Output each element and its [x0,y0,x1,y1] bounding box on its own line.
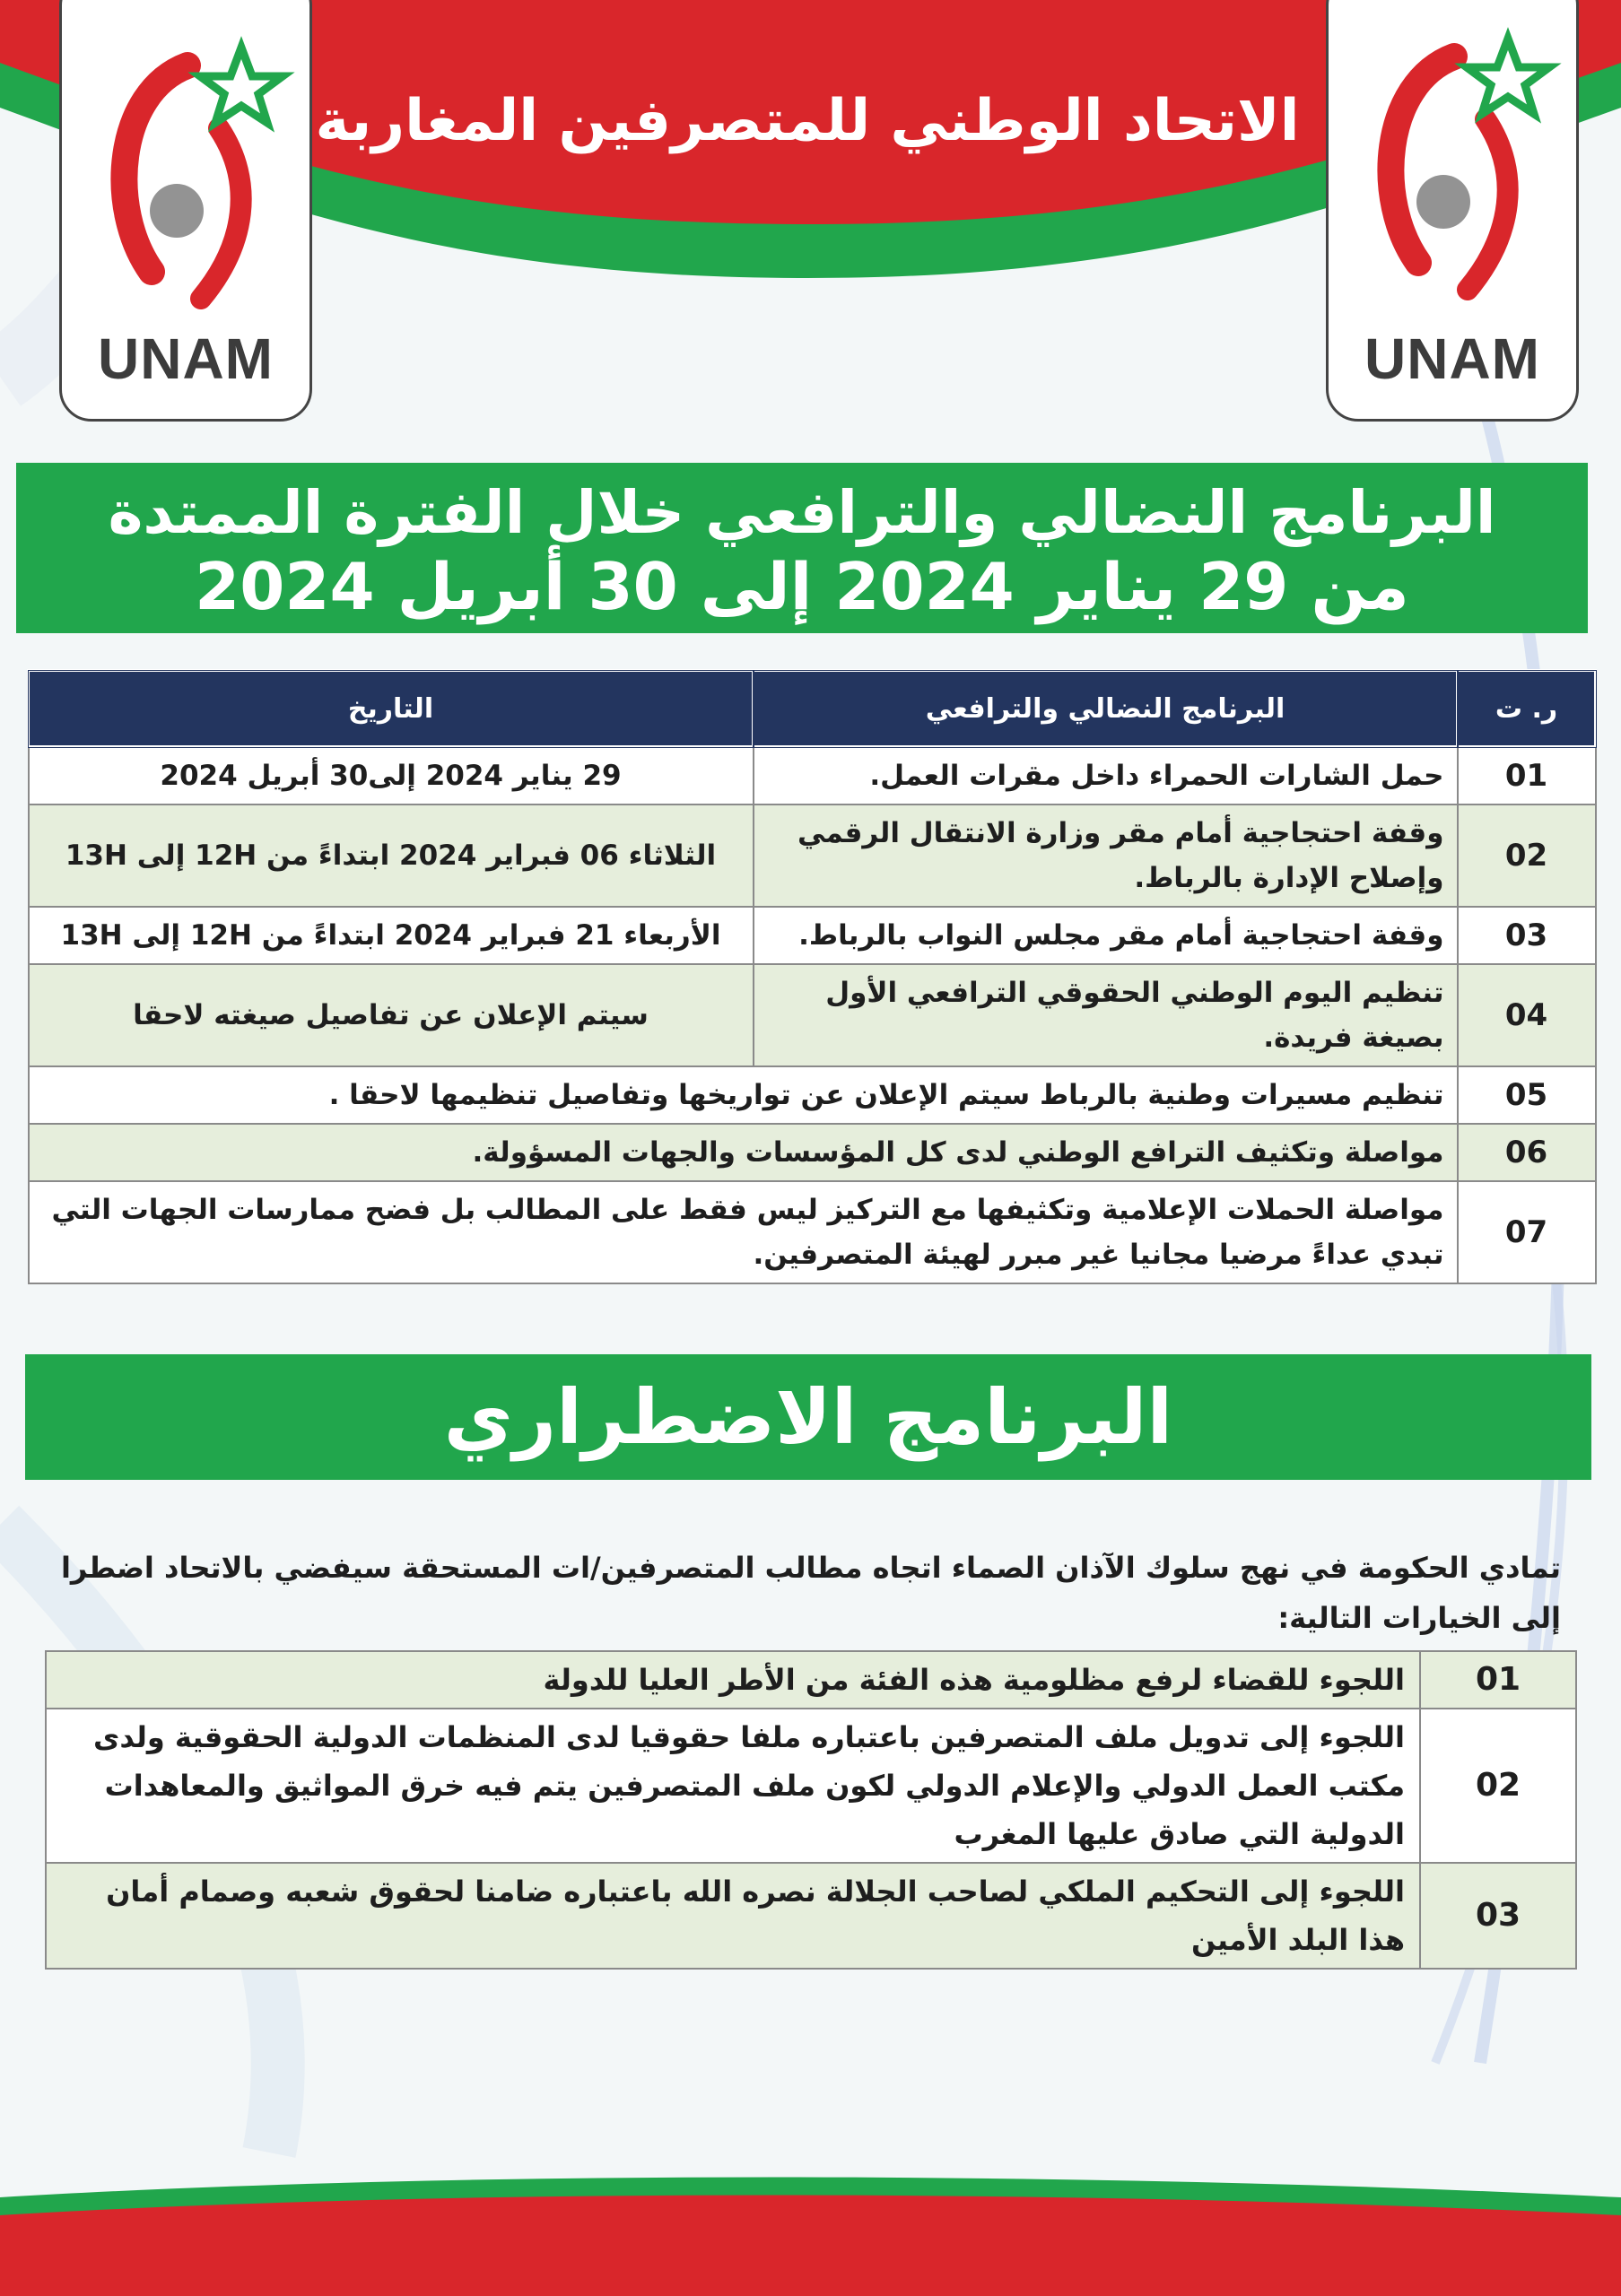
program-table [27,669,1597,1284]
row-number: 06 [1458,1124,1596,1181]
column-header-date: التاريخ [29,671,754,747]
program-title-band [16,463,1588,633]
table-row [29,1181,1596,1283]
row-text: اللجوء إلى تدويل ملف المتصرفين باعتباره ملفا حقوقيا لدى المنظمات الدولية الحقوقية ولدى مكتب العمل الدولي والإعلام الدولي لكون ملف المتصرفين يتم فيه خرق المواثيق والمعاهدات الدولية التي صادق عليها المغرب [46,1709,1420,1863]
organization-title: الاتحاد الوطني للمتصرفين المغاربة [315,88,1300,154]
row-number: 03 [1458,907,1596,964]
row-date: سيتم الإعلان عن تفاصيل صيغته لاحقا [29,964,754,1066]
row-action: تنظيم اليوم الوطني الحقوقي الترافعي الأول بصيغة فريدة. [754,964,1458,1066]
table-row [46,1709,1576,1863]
emergency-intro: تمادي الحكومة في نهج سلوك الآذان الصماء اتجاه مطالب المتصرفين/ات المستحقة سيفضي بالاتحاد اضطرا إلى الخيارات التالية: [60,1551,1561,1635]
logo-right [1326,0,1579,422]
emergency-table [45,1650,1577,1970]
column-header-action: البرنامج النضالي والترافعي [754,671,1458,747]
logo-text: UNAM [98,326,274,391]
row-action: حمل الشارات الحمراء داخل مقرات العمل. [754,747,1458,805]
row-number: 01 [1458,747,1596,805]
row-action: مواصلة الحملات الإعلامية وتكثيفها مع التركيز ليس فقط على المطالب بل فضح ممارسات الجهات التي تبدي عداءً مرضيا مجانيا غير مبرر لهيئة المتصرفين. [29,1181,1458,1283]
table-row [29,964,1596,1066]
row-date: الأربعاء 21 فبراير 2024 ابتداءً من 12H إلى 13H [29,907,754,964]
footer-red-band [0,2196,1621,2296]
table-header-row [29,671,1596,747]
row-action: وقفة احتجاجية أمام مقر مجلس النواب بالرباط. [754,907,1458,964]
table-row [29,907,1596,964]
table-row [29,747,1596,805]
table-row [29,1066,1596,1124]
row-number: 05 [1458,1066,1596,1124]
program-period: من 29 يناير 2024 إلى 30 أبريل 2024 [195,549,1409,624]
row-action: مواصلة وتكثيف الترافع الوطني لدى كل المؤسسات والجهات المسؤولة. [29,1124,1458,1181]
table-row [46,1863,1576,1969]
row-text: اللجوء إلى التحكيم الملكي لصاحب الجلالة نصره الله باعتباره ضامنا لحقوق شعبه وصمام أمان هذا البلد الأمين [46,1863,1420,1969]
row-number: 04 [1458,964,1596,1066]
program-title: البرنامج النضالي والترافعي خلال الفترة الممتدة [108,478,1496,547]
row-action: وقفة احتجاجية أمام مقر وزارة الانتقال الرقمي وإصلاح الإدارة بالرباط. [754,804,1458,907]
logo-left [59,0,312,422]
emergency-title-band [25,1354,1591,1480]
table-row [46,1651,1576,1709]
row-date: 29 يناير 2024 إلى30 أبريل 2024 [29,747,754,805]
row-number: 02 [1420,1709,1576,1863]
emergency-title: البرنامج الاضطراري [443,1373,1173,1461]
row-date: الثلاثاء 06 فبراير 2024 ابتداءً من 12H إلى 13H [29,804,754,907]
table-row [29,1124,1596,1181]
logo-text: UNAM [1364,326,1540,391]
row-number: 07 [1458,1181,1596,1283]
table-row [29,804,1596,907]
column-header-number: ر. ت [1458,671,1596,747]
row-number: 01 [1420,1651,1576,1709]
row-number: 03 [1420,1863,1576,1969]
row-text: اللجوء للقضاء لرفع مظلومية هذه الفئة من الأطر العليا للدولة [46,1651,1420,1709]
row-number: 02 [1458,804,1596,907]
row-action: تنظيم مسيرات وطنية بالرباط سيتم الإعلان عن تواريخها وتفاصيل تنظيمها لاحقا . [29,1066,1458,1124]
